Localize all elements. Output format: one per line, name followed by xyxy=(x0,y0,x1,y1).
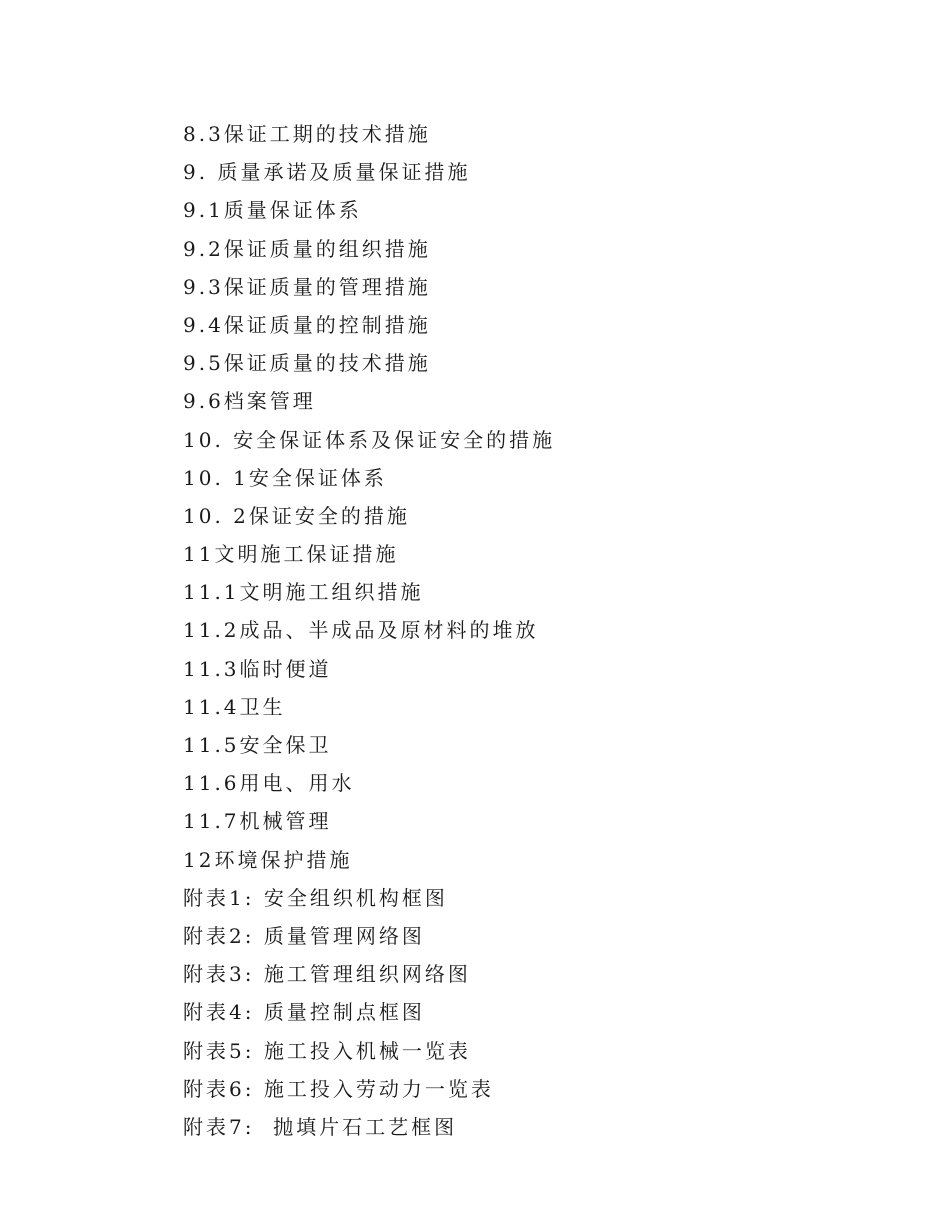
toc-line: 9.6档案管理 xyxy=(183,389,316,414)
toc-line: 11.3临时便道 xyxy=(183,656,332,681)
toc-line: 11.6用电、用水 xyxy=(183,771,355,796)
toc-line: 附表7: 抛填片石工艺框图 xyxy=(183,1114,458,1139)
toc-line: 10. 1安全保证体系 xyxy=(183,465,387,490)
toc-line: 11.5安全保卫 xyxy=(183,733,332,757)
toc-line: 附表6: 施工投入劳动力一览表 xyxy=(183,1076,494,1101)
toc-line: 9.2保证质量的组织措施 xyxy=(183,236,431,261)
toc-line: 附表5: 施工投入机械一览表 xyxy=(183,1038,471,1063)
toc-line: 11.7机械管理 xyxy=(183,809,332,834)
toc-line: 9.1质量保证体系 xyxy=(183,198,362,223)
toc-line: 12环境保护措施 xyxy=(183,847,353,872)
table-of-contents xyxy=(183,115,555,1146)
toc-line: 10. 安全保证体系及保证安全的措施 xyxy=(183,427,556,452)
toc-line: 9.5保证质量的技术措施 xyxy=(183,351,431,376)
toc-line: 11.4卫生 xyxy=(183,694,286,719)
toc-line: 9. 质量承诺及质量保证措施 xyxy=(183,160,471,185)
toc-line: 附表4: 质量控制点框图 xyxy=(183,1000,425,1025)
toc-line: 8.3保证工期的技术措施 xyxy=(183,122,431,146)
toc-line: 11文明施工保证措施 xyxy=(183,542,399,567)
toc-line: 11.1文明施工组织措施 xyxy=(183,580,424,605)
toc-line: 9.4保证质量的控制措施 xyxy=(183,312,431,337)
toc-line: 附表3: 施工管理组织网络图 xyxy=(183,962,471,987)
toc-line: 11.2成品、半成品及原材料的堆放 xyxy=(183,618,539,643)
toc-line: 9.3保证质量的管理措施 xyxy=(183,274,431,299)
toc-line: 附表1: 安全组织机构框图 xyxy=(183,885,448,910)
toc-line: 附表2: 质量管理网络图 xyxy=(183,923,425,948)
toc-line: 10. 2保证安全的措施 xyxy=(183,503,410,528)
